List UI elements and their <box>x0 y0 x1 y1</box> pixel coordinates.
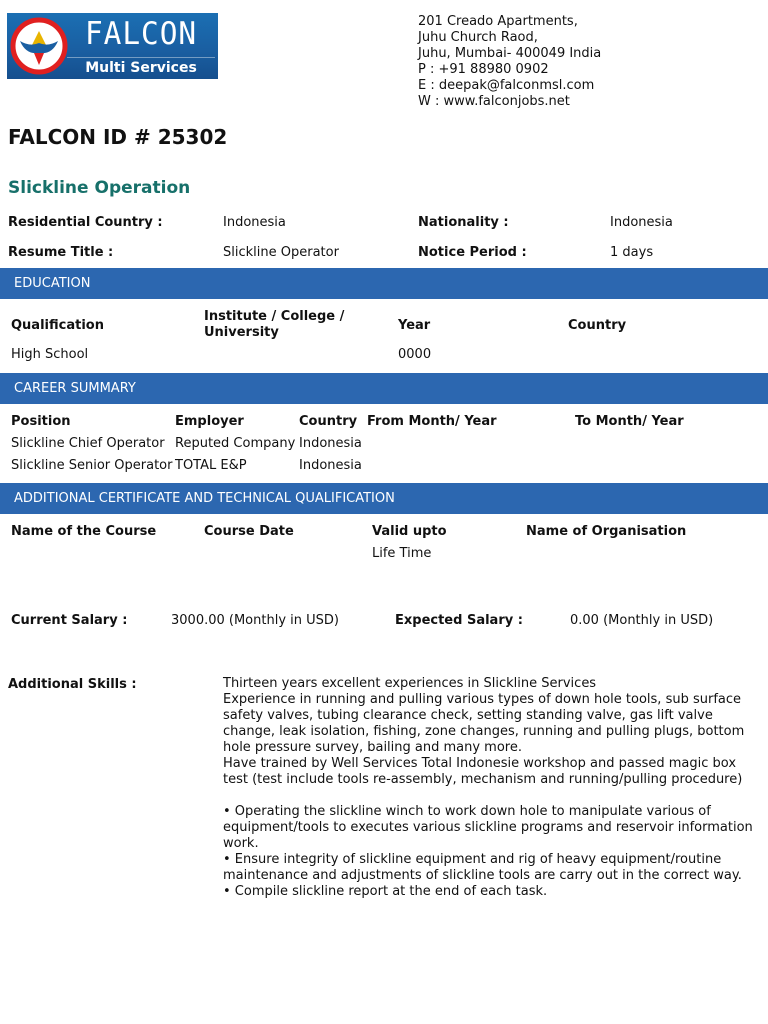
skills-paragraph: Have trained by Well Services Total Indonesie workshop and passed magic box test (test include tools re-assembly, mechanism and running/pulling procedure) <box>223 756 743 787</box>
phone-line: P : +91 88980 0902 <box>418 62 549 77</box>
education-header-country: Country <box>568 318 627 333</box>
career-header-to: To Month/ Year <box>575 414 684 429</box>
education-header-qualification: Qualification <box>11 318 104 333</box>
education-header-institute: Institute / College / <box>204 309 345 324</box>
education-section-header: EDUCATION <box>0 268 768 299</box>
skills-bullet: • Operating the slickline winch to work down hole to manipulate various of equipment/tools to executes various slickline programs and reservoir information work. <box>223 804 753 851</box>
education-qualification-value: High School <box>11 347 89 362</box>
certificates-valid-value: Life Time <box>372 546 432 561</box>
certificates-header-organisation: Name of Organisation <box>526 524 687 539</box>
career-row-employer: TOTAL E&P <box>175 458 247 473</box>
career-header-employer: Employer <box>175 414 244 429</box>
career-row-position: Slickline Senior Operator <box>11 458 173 473</box>
job-title: Slickline Operation <box>8 178 191 198</box>
residential-country-label: Residential Country : <box>8 215 163 230</box>
falcon-id: FALCON ID # 25302 <box>8 125 228 149</box>
career-section-header: CAREER SUMMARY <box>0 373 768 404</box>
career-header-country: Country <box>299 414 358 429</box>
logo-name: FALCON <box>85 16 198 52</box>
expected-salary-label: Expected Salary : <box>395 613 523 628</box>
career-header-position: Position <box>11 414 71 429</box>
resume-title-value: Slickline Operator <box>223 245 339 260</box>
address-line: Juhu, Mumbai- 400049 India <box>418 46 602 61</box>
skills-bullet: • Compile slickline report at the end of each task. <box>223 884 548 899</box>
current-salary-label: Current Salary : <box>11 613 128 628</box>
website-line: W : www.falconjobs.net <box>418 94 570 109</box>
nationality-value: Indonesia <box>610 215 673 230</box>
falcon-emblem-icon <box>10 17 68 75</box>
skills-spacer <box>223 788 763 804</box>
notice-period-value: 1 days <box>610 245 654 260</box>
expected-salary-value: 0.00 (Monthly in USD) <box>570 613 714 628</box>
career-row-employer: Reputed Company <box>175 436 296 451</box>
certificates-header-valid: Valid upto <box>372 524 447 539</box>
education-header-year: Year <box>398 318 431 333</box>
skills-bullet: • Ensure integrity of slickline equipment and rig of heavy equipment/routine maintenance and adjustments of slickline tools are carry out in the correct way. <box>223 852 742 883</box>
certificates-header-date: Course Date <box>204 524 294 539</box>
career-header-from: From Month/ Year <box>367 414 497 429</box>
logo-subtitle: Multi Services LTD. <box>67 57 215 77</box>
notice-period-label: Notice Period : <box>418 245 527 260</box>
career-row-country: Indonesia <box>299 436 362 451</box>
career-row-country: Indonesia <box>299 458 362 473</box>
certificates-section-header: ADDITIONAL CERTIFICATE AND TECHNICAL QUALIFICATION <box>0 483 768 514</box>
address-line: 201 Creado Apartments, <box>418 14 578 29</box>
education-year-value: 0000 <box>398 347 432 362</box>
company-address <box>418 14 601 110</box>
career-row-position: Slickline Chief Operator <box>11 436 165 451</box>
resume-title-label: Resume Title : <box>8 245 114 260</box>
nationality-label: Nationality : <box>418 215 509 230</box>
education-header-university: University <box>204 325 279 340</box>
residential-country-value: Indonesia <box>223 215 286 230</box>
additional-skills-text <box>223 676 763 900</box>
email-line: E : deepak@falconmsl.com <box>418 78 595 93</box>
company-logo <box>7 13 218 96</box>
address-line: Juhu Church Raod, <box>418 30 538 45</box>
certificates-header-course: Name of the Course <box>11 524 157 539</box>
skills-paragraph: Thirteen years excellent experiences in Slickline Services <box>223 676 597 691</box>
current-salary-value: 3000.00 (Monthly in USD) <box>171 613 339 628</box>
additional-skills-label: Additional Skills : <box>8 677 137 692</box>
skills-paragraph: Experience in running and pulling various types of down hole tools, sub surface safety valves, tubing clearance check, setting standing valve, gas lift valve change, leak isolation, fishing, zone changes, running and pulling plugs, bottom hole pressure survey, bailing and many more. <box>223 692 745 755</box>
